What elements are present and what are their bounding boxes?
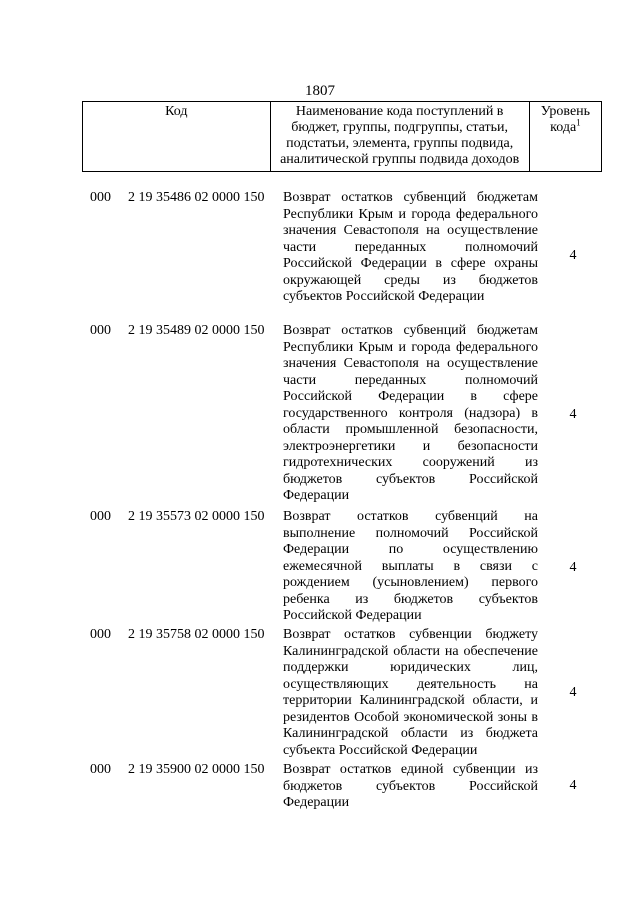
admin-code: 000 <box>90 509 111 524</box>
income-name: Возврат остатков субвенций бюджетам Республики Крым и города федерального значения Севастополя на осуществление части переданных полномочий Российской Федерации в сфере охраны окружающей среды из бюджетов субъектов Российской Федерации <box>283 190 538 304</box>
footnote-marker: 1 <box>576 117 581 128</box>
admin-code: 000 <box>90 190 111 205</box>
code-level: 4 <box>569 685 577 700</box>
table-body <box>0 190 640 822</box>
table-header <box>82 101 602 172</box>
header-name <box>270 102 529 172</box>
income-name: Возврат остатков субвенций бюджетам Республики Крым и города федерального значения Севастополя на осуществление части переданных полномочий Российской Федерации в сфере государственного контроля (надзора) в области промышленной безопасности, электроэнергетики и безопасности гидротехнических сооружений из бюджетов субъектов Российской Федерации <box>283 323 538 503</box>
income-code: 2 19 35758 02 0000 150 <box>128 627 265 642</box>
table-row <box>0 190 640 323</box>
header-level <box>529 102 601 172</box>
code-level: 4 <box>569 778 577 793</box>
table-row <box>0 762 640 822</box>
code-level: 4 <box>569 248 577 263</box>
income-code: 2 19 35573 02 0000 150 <box>128 509 265 524</box>
header-code <box>83 102 271 172</box>
code-level: 4 <box>569 407 577 422</box>
header-code-label: Код <box>165 104 188 119</box>
table-row <box>0 627 640 762</box>
page-number: 1807 <box>305 83 335 99</box>
income-name: Возврат остатков субвенций на выполнение полномочий Российской Федерации по осуществлению ежемесячной выплаты в связи с рождением (усыновлением) первого ребенка из бюджетов субъектов Российской Федерации <box>283 509 538 623</box>
income-name: Возврат остатков единой субвенции из бюджетов субъектов Российской Федерации <box>283 762 538 810</box>
admin-code: 000 <box>90 627 111 642</box>
table-row <box>0 509 640 627</box>
income-name: Возврат остатков субвенции бюджету Калининградской области на обеспечение поддержки юридических лиц, осуществляющих деятельность на территории Калининградской области, и резидентов Особой экономической зоны в Калининградской области из бюджета субъекта Российской Федерации <box>283 627 538 758</box>
admin-code: 000 <box>90 762 111 777</box>
table-row <box>0 323 640 509</box>
admin-code: 000 <box>90 323 111 338</box>
header-level-label: Уровень кода <box>540 104 591 135</box>
code-level: 4 <box>569 560 577 575</box>
header-name-label: Наименование кода поступлений в бюджет, группы, подгруппы, статьи, подстатьи, элемента, группы подвида, аналитической группы подвида доходов <box>280 104 520 167</box>
income-code: 2 19 35900 02 0000 150 <box>128 762 265 777</box>
income-code: 2 19 35486 02 0000 150 <box>128 190 265 205</box>
income-code: 2 19 35489 02 0000 150 <box>128 323 265 338</box>
